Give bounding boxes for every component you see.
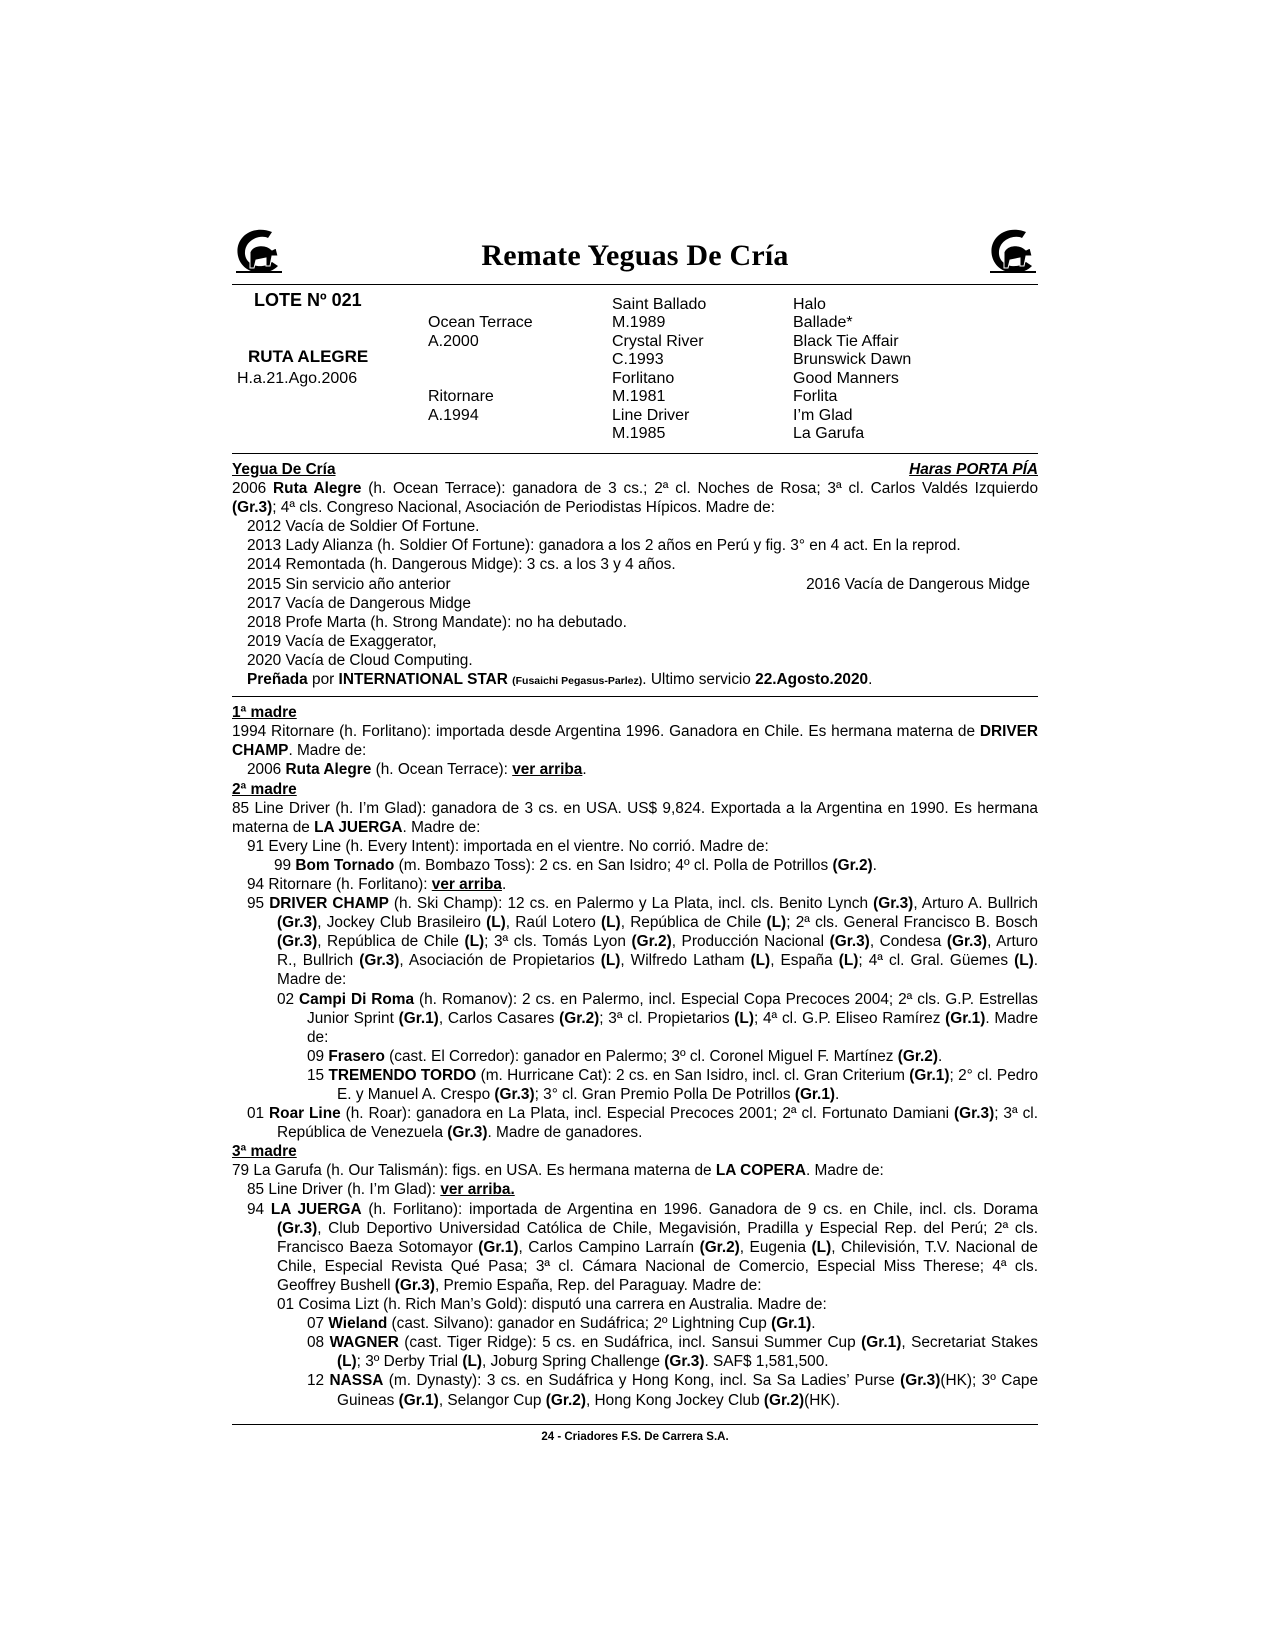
second-dam-heading: 2ª madre (232, 780, 297, 798)
grandsire-2-year: M.1981 (612, 388, 666, 405)
ggp-8: La Garufa (793, 425, 865, 442)
produce-row: 94 Ritornare (h. Forlitano): ver arriba. (247, 875, 507, 893)
horse-name: RUTA ALEGRE (248, 347, 369, 366)
entry-text: 1994 Ritornare (h. Forlitano): importada desde Argentina 1996. Ganadora en Chile. Es hermana materna de DRIVER CHAMP. Madre de: (232, 723, 1038, 760)
granddam-1-year: C.1993 (612, 351, 664, 368)
family-section (232, 703, 1038, 1409)
entry-text: 79 La Garufa (h. Our Talismán): figs. en USA. Es hermana materna de LA COPERA. Madre de: (232, 1162, 884, 1180)
stud-logo-icon (232, 222, 284, 280)
birth-date: H.a.21.Ago.2006 (237, 370, 358, 387)
produce-row: 2017 Vacía de Dangerous Midge (247, 594, 471, 612)
grandsire-2: Forlitano (612, 370, 675, 387)
produce-row: 2012 Vacía de Soldier Of Fortune. (247, 518, 480, 536)
first-dam-heading: 1ª madre (232, 704, 297, 722)
dam: Ritornare (428, 388, 494, 405)
produce-row: 12 NASSA (m. Dynasty): 3 cs. en Sudáfrica y Hong Kong, incl. Sa Sa Ladies’ Purse (Gr.3)(HK); 3º Cape Guineas (Gr.1), Selangor Cup (Gr.2), Hong Kong Jockey Club (Gr.2)(HK). (307, 1372, 1039, 1409)
ggp-6: Forlita (793, 388, 838, 405)
divider (232, 453, 1038, 454)
granddam-1: Crystal River (612, 333, 704, 350)
section-heading: Yegua De Cría (232, 461, 336, 478)
produce-row: 07 Wieland (cast. Silvano): ganador en Sudáfrica; 2º Lightning Cup (Gr.1). (307, 1315, 816, 1333)
produce-row: 99 Bom Tornado (m. Bombazo Toss): 2 cs. en San Isidro; 4º cl. Polla de Potrillos (Gr.2). (274, 856, 877, 874)
covering-note: Preñada por INTERNATIONAL STAR (Fusaichi Pegasus-Parlez). Ultimo servicio 22.Agosto.2020. (247, 671, 873, 689)
granddam-2-year: M.1985 (612, 425, 666, 442)
produce-row: 01 Cosima Lizt (h. Rich Man’s Gold): disputó una carrera en Australia. Madre de: (277, 1296, 827, 1314)
dam-year: A.1994 (428, 407, 479, 424)
produce-row: 95 DRIVER CHAMP (h. Ski Champ): 12 cs. en Palermo y La Plata, incl. cls. Benito Lynch (Gr.3), Arturo A. Bullrich (Gr.3), Jockey Club Brasileiro (L), Raúl Lotero (L), República de Chile (L); 2ª cls. General Francisco B. Bosch (Gr.3), República de Chile (L); 3ª cls. Tomás Lyon (Gr.2), Producción Nacional (Gr.3), Condesa (Gr.3), Arturo R., Bullrich (Gr.3), Asociación de Propietarios (L), Wilfredo Latham (L), España (L); 4ª cl. Gral. Güemes (L). Madre de: (247, 895, 1038, 989)
grandsire-1: Saint Ballado (612, 296, 707, 313)
pedigree-table (232, 285, 1038, 453)
ggp-7: I’m Glad (793, 407, 853, 424)
catalog-page (232, 222, 1038, 1443)
sire: Ocean Terrace (428, 314, 533, 331)
ggp-1: Halo (793, 296, 826, 313)
entry-text: 85 Line Driver (h. I’m Glad): ganadora de 3 cs. en USA. US$ 9,824. Exportada a la Argentina en 1990. Es hermana materna de LA JUERGA. Madre de: (232, 799, 1038, 836)
ggp-3: Black Tie Affair (793, 333, 899, 350)
sire-year: A.2000 (428, 333, 479, 350)
produce-row: 91 Every Line (h. Every Intent): importada en el vientre. No corrió. Madre de: (247, 837, 769, 855)
broodmare-section (232, 460, 1038, 691)
produce-row: 08 WAGNER (cast. Tiger Ridge): 5 cs. en Sudáfrica, incl. Sansui Summer Cup (Gr.1), Secretariat Stakes (L); 3º Derby Trial (L), Joburg Spring Challenge (Gr.3). SAF$ 1,581,500. (307, 1334, 1038, 1371)
divider (232, 696, 1038, 697)
produce-row: 15 TREMENDO TORDO (m. Hurricane Cat): 2 cs. en San Isidro, incl. cl. Gran Criterium (Gr.1); 2° cl. Pedro E. y Manuel A. Crespo (Gr.3); 3° cl. Gran Premio Polla De Potrillos (Gr.1). (307, 1066, 1039, 1103)
page-title: Remate Yeguas De Cría (481, 239, 789, 272)
ggp-4: Brunswick Dawn (793, 351, 912, 368)
divider (232, 1424, 1038, 1425)
third-dam-heading: 3ª madre (232, 1143, 297, 1161)
produce-row: 02 Campi Di Roma (h. Romanov): 2 cs. en Palermo, incl. Especial Copa Precoces 2004; 2ª cls. G.P. Estrellas Junior Sprint (Gr.1), Carlos Casares (Gr.2); 3ª cl. Propietarios (L); 4ª cl. G.P. Eliseo Ramírez (Gr.1). Madre de: (277, 990, 1039, 1046)
produce-row: 09 Frasero (cast. El Corredor): ganador en Palermo; 3º cl. Coronel Miguel F. Martínez (Gr.2). (307, 1047, 943, 1065)
produce-row: 2019 Vacía de Exaggerator, (247, 632, 437, 650)
ggp-2: Ballade* (793, 314, 853, 331)
lot-number: LOTE Nº 021 (254, 290, 362, 310)
produce-row: 01 Roar Line (h. Roar): ganadora en La Plata, incl. Especial Precoces 2001; 2ª cl. Fortunato Damiani (Gr.3); 3ª cl. República de Venezuela (Gr.3). Madre de ganadores. (247, 1105, 1038, 1142)
page-footer: 24 - Criadores F.S. De Carrera S.A. (541, 1430, 729, 1443)
produce-row: 85 Line Driver (h. I’m Glad): ver arriba. (247, 1181, 515, 1199)
grandsire-1-year: M.1989 (612, 314, 666, 331)
entry-text: 2006 Ruta Alegre (h. Ocean Terrace): ganadora de 3 cs.; 2ª cl. Noches de Rosa; 3ª cl. Carlos Valdés Izquierdo (Gr.3); 4ª cls. Congreso Nacional, Asociación de Periodistas Hípicos. Madre de: (232, 480, 1039, 517)
produce-row: 94 LA JUERGA (h. Forlitano): importada de Argentina en 1996. Ganadora de 9 cs. en Chile, incl. cls. Dorama (Gr.3), Club Deportivo Universidad Católica de Chile, Megavisión, Pradilla y Especial Rep. del Perú; 2ª cls. Francisco Baeza Sotomayor (Gr.1), Carlos Campino Larraín (Gr.2), Eugenia (L), Chilevisión, T.V. Nacional de Chile, Especial Revista Qué Pasa; 3ª cl. Cámara Nacional de Comercio, Especial Miss Therese; 4ª cls. Geoffrey Bushell (Gr.3), Premio España, Rep. del Paraguay. Madre de: (247, 1200, 1038, 1294)
produce-row: 2014 Remontada (h. Dangerous Midge): 3 cs. a los 3 y 4 años. (247, 556, 676, 574)
produce-row: 2013 Lady Alianza (h. Soldier Of Fortune): ganadora a los 2 años en Perú y fig. 3° en 4 act. En la reprod. (247, 537, 961, 555)
produce-row: 2006 Ruta Alegre (h. Ocean Terrace): ver arriba. (247, 761, 587, 779)
produce-row: 2020 Vacía de Cloud Computing. (247, 651, 473, 669)
produce-row: 2018 Profe Marta (h. Strong Mandate): no ha debutado. (247, 613, 627, 631)
stud-logo-icon (986, 222, 1038, 280)
ggp-5: Good Manners (793, 370, 899, 387)
produce-row: 2015 Sin servicio año anterior 2016 Vacía de Dangerous Midge (247, 575, 1030, 593)
granddam-2: Line Driver (612, 407, 690, 424)
stud-farm: Haras PORTA PÍA (909, 461, 1038, 478)
